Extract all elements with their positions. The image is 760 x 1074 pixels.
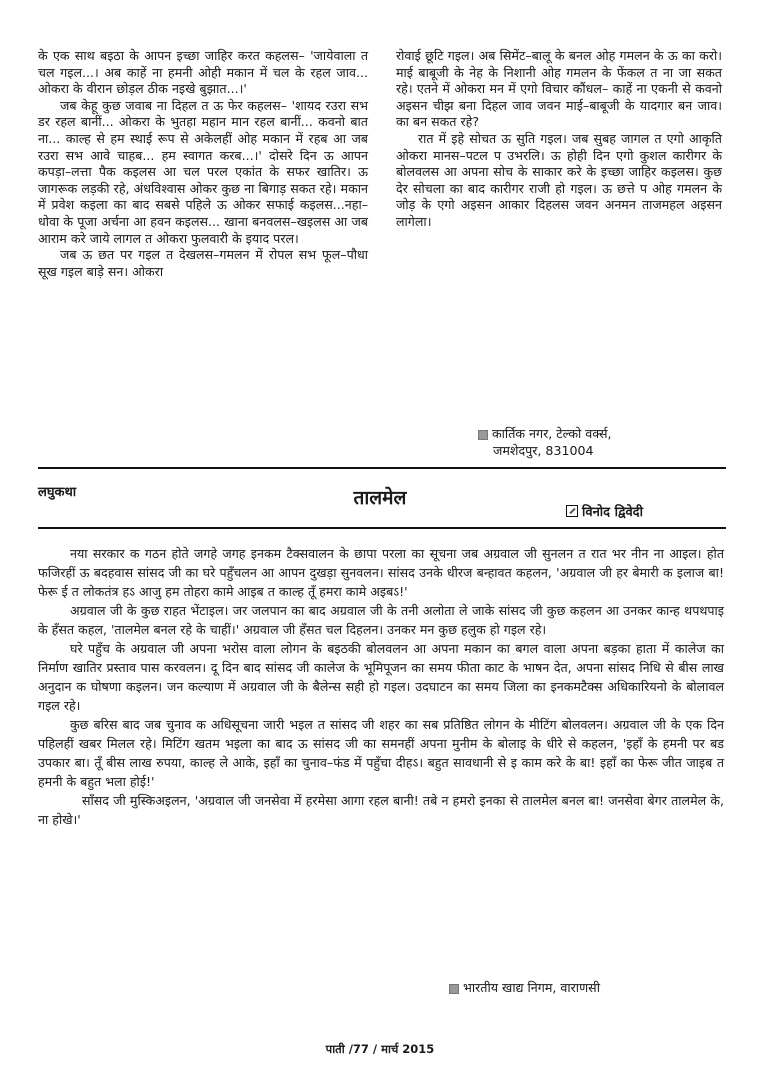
paragraph: कुछ बरिस बाद जब चुनाव क अधिसूचना जारी भइल त सांसद जी शहर का सब प्रतिष्ठित लोगन के मीटिंग बोलवलन। अग्रवाल जी के एक दिन पहिलहीं खबर मिलल रहे। मिटिंग खतम भइला का बाद ऊ सांसद जी का समनहीं अपना मुनीम के बोलाइ के धीरे से कहलन, 'इहाँ के हमनी पर बड उपकार बा। तूँ बीस लाख रुपया, काल्ह ले आके, इहाँ का चुनाव–फंड में पहुँचा दीहऽ। बहुत सावधानी से इ काम करे के बा! इहाँ का फेरू जीत जाइब त हमनी के बहुत भला होई!': [38, 717, 724, 789]
section-divider: [38, 467, 726, 469]
paragraph: के एक साथ बइठा के आपन इच्छा जाहिर करत कहलस– 'जायेवाला त चल गइल...। अब काहें ना हमनी ओही मकान में चल के रहल जाव... ओकरा के वीरान छोड़ल ठीक नइखे बुझात...।': [38, 48, 368, 97]
author-name: विनोद द्विवेदी: [582, 505, 643, 520]
address-line-2: जमशेदपुर, 831004: [493, 443, 594, 458]
author-byline: [566, 502, 643, 520]
paragraph: नया सरकार क गठन होते जगहे जगह इनकम टैक्सवालन के छापा परला का सूचना जब अग्रवाल जी सुनलन त रात भर नीन ना आइल। होत फजिरहीं ऊ बदहवास सांसद जी का घरे पहुँचलन आ आपन दुखड़ा सुनवलन। सांसद उनके धीरज बन्हावत कहलन, 'अग्रवाल जी हर बेमारी क इलाज बा! फेरू ई त लोकतंत्र हऽ आजु हम तोहरा कामे आइब त काल्ह तूँ हमरा कामे अइबऽ!': [38, 546, 724, 599]
pen-icon: [566, 505, 578, 517]
story-author-address: [449, 979, 600, 996]
previous-story-right-column: [396, 48, 722, 231]
paragraph: साँसद जी मुस्किअइलन, 'अग्रवाल जी जनसेवा में हरमेसा आगा रहल बानी! तबे न हमरो इनका से तालमेल बनल बा! जनसेवा बेगर तालमेल के, ना होखे।': [38, 793, 724, 827]
title-divider: [38, 527, 726, 529]
page-footer: पाती /77 / मार्च 2015: [325, 1042, 435, 1056]
paragraph: रोवाई छूटि गइल। अब सिमेंट–बालू के बनल ओह गमलन के ऊ का करो। माई बाबूजी के नेह के निशानी ओह गमलन के फेंकल त ना जा सकत रहे। एतने में ओकरा मन में एगो विचार कौंधल– काहें ना एकनी से कवनो अइसन चीझ बना दिहल जाव जवन माई–बाबूजी के यादगार बन जाव। का बन सकत रहे?: [396, 48, 722, 130]
story-title: तालमेल: [353, 487, 407, 509]
paragraph: घरे पहुँच के अग्रवाल जी अपना भरोस वाला लोगन के बइठकी बोलवलन आ अपना मकान का बगल वाला अपना बड़का हाता में कालेज का निर्माण खातिर प्रस्ताव पास करवलन। दू दिन बाद सांसद जी कालेज के भूमिपूजन का समय फीता काट के भाषन देत, अपना सांसद निधि से बीस लाख अनुदान क घोषणा कइलन। जन कल्याण में अग्रवाल जी के बैलेन्स सही हो गइल। उदघाटन का समय जिला का इनकमटैक्स अधिकारियनो के बोलावल गइल रहे।: [38, 641, 724, 713]
address-line-1: कार्तिक नगर, टेल्को वर्क्स,: [492, 426, 612, 441]
section-label: लघुकथा: [38, 485, 77, 500]
previous-story-left-column: [38, 48, 368, 280]
address-text: भारतीय खाद्य निगम, वाराणसी: [463, 980, 600, 995]
paragraph: रात में इहे सोचत ऊ सुति गइल। जब सुबह जागल त एगो आकृति ओकरा मानस–पटल प उभरलि। ऊ होही दिन एगो कुशल कारीगर के बोलवलस आ अपना सोच के साकार करे के इच्छा जाहिर कइलस। कुछ देर सोचला का बाद कारीगर राजी हो गइल। ऊ छत्ते प ओह गमलन के जोड़ के एगो अइसन आकार दिहलस जवन अनमन ताजमहल अइसन लागेला।: [396, 130, 722, 229]
bullet-square-icon: [478, 430, 488, 440]
bullet-square-icon: [449, 984, 459, 994]
previous-story-author-address: [478, 425, 612, 459]
paragraph: जब ऊ छत पर गइल त देखलस–गमलन में रोपल सभ फूल–पौधा सूख गइल बाड़े सन। ओकरा: [38, 247, 368, 279]
story-body: [38, 544, 724, 829]
paragraph: जब केहू कुछ जवाब ना दिहल त ऊ फेर कहलस– 'शायद रउरा सभ डर रहल बानीं... ओकरा के भुतहा महान मान रहल बानीं... कवनो बात ना... काल्ह से हम स्थाई रूप से अकेलहीं ओह मकान में रहब आ जब रउरा सभ आवे चाहब... हम स्वागत करब...।' दोसरे दिन ऊ आपन कपड़ा–लत्ता पैक कइलस आ चल परल एकांत के सफर खातिर। ऊ जागरूक लड़की रहे, अंधविश्वास ओकर कुछ ना बिगाड़ सकत रहे। मकान में प्रवेश कइला का बाद सबसे पहिले ऊ ओकर सफाई कइलस...नहा–धोवा के पूजा अर्चना आ हवन कइलस... खाना बनवलस–खइलस आ जब आराम करे जाये लागल त ओकरा फुलवारी के इयाद परल।: [38, 97, 368, 246]
paragraph: अग्रवाल जी के कुछ राहत भेंटाइल। जर जलपान का बाद अग्रवाल जी के तनी अलोता ले जाके सांसद जी कुछ कहलन आ उनकर कान्ह थपथपाइ के हँसत कहल, 'तालमेल बनल रहे के चाहीं।' अग्रवाल जी हँसत चल दिहलन। उनकर मन कुछ हलुक हो गइल रहे।: [38, 603, 724, 637]
